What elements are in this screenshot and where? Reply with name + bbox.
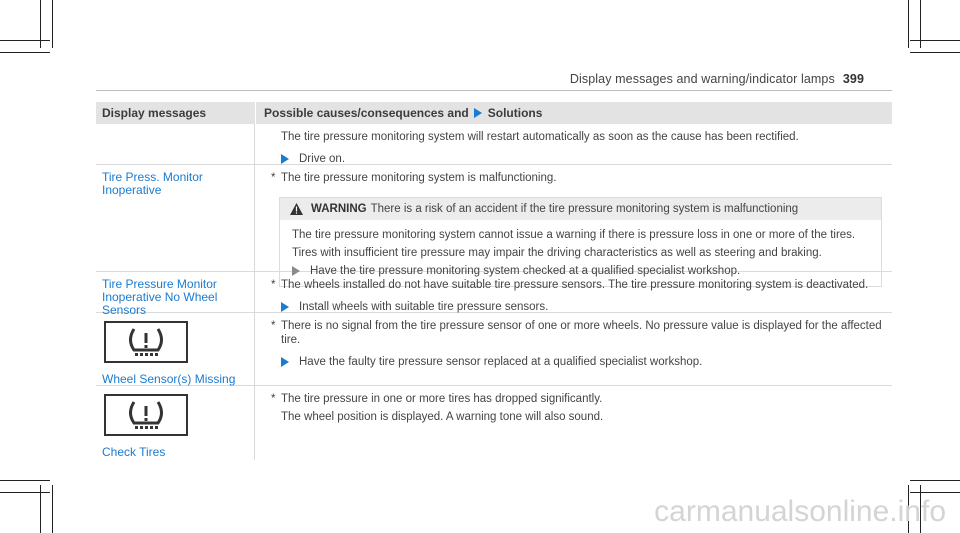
row-label: Check Tires <box>102 445 166 459</box>
crop-mark <box>0 480 50 481</box>
action-step <box>269 355 882 369</box>
bullet-item: * There is no signal from the tire pressure sensor of one or more wheels. No pressure value is displayed for the affected tire. <box>271 320 882 346</box>
row-label <box>96 124 255 164</box>
crop-mark <box>52 0 53 48</box>
crop-mark <box>910 492 960 493</box>
row-text: The tire pressure in one or more tires has dropped significantly. <box>281 393 603 405</box>
table-row <box>96 165 892 277</box>
table-row <box>96 386 892 460</box>
row-text: The wheels installed do not have suitable tire pressure sensors. The tire pressure monitoring system is deactivated. <box>281 279 869 291</box>
bullet-item: * The tire pressure in one or more tires has dropped significantly. <box>271 393 603 405</box>
crop-mark <box>52 485 53 533</box>
action-text: Have the faulty tire pressure sensor replaced at a qualified specialist workshop. <box>299 356 703 368</box>
bullet-item: * The wheels installed do not have suitable tire pressure sensors. The tire pressure monitoring system is deactivated. <box>271 279 869 291</box>
col-header-causes-label: Possible causes/consequences and <box>264 106 469 120</box>
crop-mark <box>910 40 960 41</box>
warning-paragraph: Tires with insufficient tire pressure may impair the driving characteristics as well as steering and braking. <box>292 247 822 259</box>
row-text: The wheel position is displayed. A warning tone will also sound. <box>281 411 604 423</box>
crop-mark <box>0 40 50 41</box>
crop-mark <box>908 0 909 48</box>
action-text: Have the tire pressure monitoring system checked at a qualified specialist workshop. <box>310 265 741 277</box>
page-number: 399 <box>842 72 864 86</box>
warning-header <box>280 198 881 220</box>
bullet-item: * The tire pressure monitoring system is malfunctioning. <box>271 172 557 184</box>
crop-mark <box>0 52 50 53</box>
col-header-display-messages: Display messages <box>102 106 207 120</box>
header-rule <box>96 90 892 91</box>
row-label: Wheel Sensor(s) Missing <box>102 372 236 386</box>
tire-pressure-warning-icon <box>104 321 188 363</box>
tire-pressure-warning-icon <box>104 394 188 436</box>
crop-mark <box>910 52 960 53</box>
warning-triangle-icon <box>290 203 303 215</box>
row-label: Tire Press. Monitor Inoperative <box>96 165 255 271</box>
row-text: There is no signal from the tire pressure sensor of one or more wheels. No pressure value is displayed for the affected tire. <box>281 320 882 346</box>
col-header-causes <box>255 102 892 124</box>
row-text: The tire pressure monitoring system is malfunctioning. <box>281 172 557 184</box>
action-step <box>269 152 882 166</box>
watermark: carmanualsonline.info <box>654 495 946 528</box>
running-header <box>570 72 864 86</box>
action-text: Drive on. <box>299 153 346 165</box>
col-header-solutions-label: Solutions <box>487 106 543 120</box>
warning-paragraph: The tire pressure monitoring system cannot issue a warning if there is pressure loss in one or more of the tires. <box>292 229 856 241</box>
running-header-title: Display messages and warning/indicator lamps <box>569 72 835 86</box>
row-label: Tire Pressure Monitor Inoperative No Wheel Sensors <box>96 272 255 312</box>
crop-mark <box>910 480 960 481</box>
row-text: The tire pressure monitoring system will restart automatically as soon as the cause has been rectified. <box>281 131 799 143</box>
action-arrow-icon <box>474 108 482 118</box>
crop-mark <box>0 492 50 493</box>
action-arrow-icon <box>281 154 289 164</box>
action-arrow-icon <box>281 357 289 367</box>
action-step <box>269 300 882 314</box>
table-row <box>96 124 892 165</box>
action-arrow-icon <box>281 302 289 312</box>
warning-title: WARNING <box>311 203 367 215</box>
messages-table <box>96 102 892 460</box>
table-row <box>96 272 892 317</box>
table-row <box>96 313 892 386</box>
warning-lead: There is a risk of an accident if the tire pressure monitoring system is malfunctioning <box>370 203 799 215</box>
table-header <box>96 102 892 124</box>
action-text: Install wheels with suitable tire pressure sensors. <box>299 301 549 313</box>
